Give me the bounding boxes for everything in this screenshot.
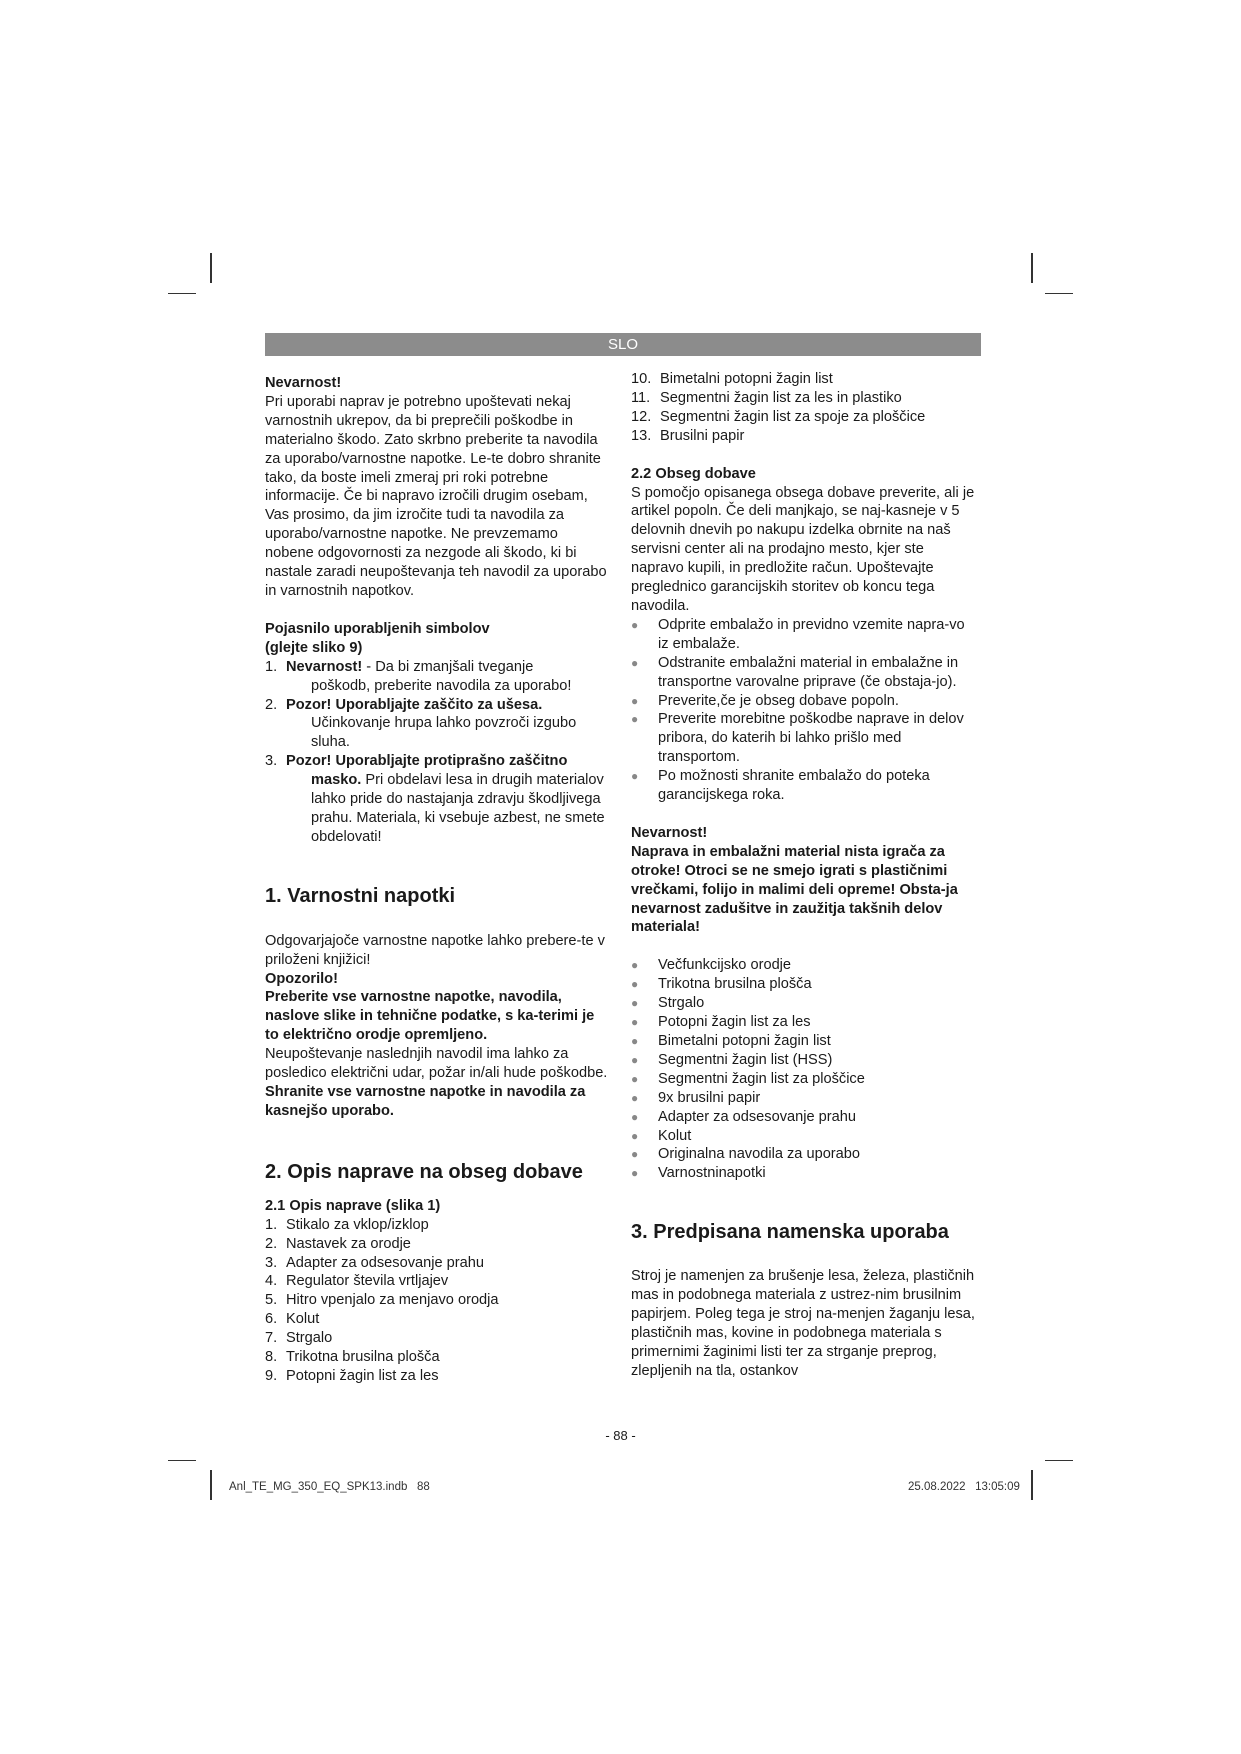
danger-bold-text: Naprava in embalažni material nista igrača za otroke! Otroci se ne smejo igrati s plastičnimi vrečkami, folijo in malimi deli opreme! Obsta-ja nevarnost zadušitve in zaužitja takšnih delov materiala! bbox=[631, 843, 958, 936]
crop-mark bbox=[1031, 1470, 1033, 1500]
warning-bold-text: Preberite vse varnostne napotke, navodila, naslove slike in tehnične podatke, s ka-terimi je to električno orodje opremljeno. bbox=[265, 989, 595, 1044]
bullet-icon: ● bbox=[631, 977, 639, 992]
list-item: 1. Stikalo za vklop/izklop bbox=[265, 1216, 429, 1233]
bullet-icon: ● bbox=[631, 617, 639, 632]
footer-datetime: 25.08.2022 13:05:09 bbox=[908, 1481, 1020, 1493]
warning-label: Opozorilo! bbox=[265, 970, 338, 987]
section-1-paragraph: Odgovarjajoče varnostne napotke lahko prebere-te v priloženi knjižici! bbox=[265, 932, 605, 968]
bullet-icon: ● bbox=[631, 958, 639, 973]
bullet-icon: ● bbox=[631, 655, 639, 670]
right-column bbox=[631, 370, 975, 1381]
bullet-icon: ● bbox=[631, 712, 639, 727]
list-item: ● Trikotna brusilna plošča bbox=[631, 976, 812, 993]
bullet-icon: ● bbox=[631, 1090, 639, 1105]
list-item: 3. Adapter za odsesovanje prahu bbox=[265, 1254, 484, 1271]
bullet-icon: ● bbox=[631, 996, 639, 1011]
bullet-icon: ● bbox=[631, 1052, 639, 1067]
list-item: 10. Bimetalni potopni žagin list bbox=[631, 371, 833, 387]
list-item: 11. Segmentni žagin list za les in plastiko bbox=[631, 389, 902, 406]
list-item: 4. Regulator števila vrtljajev bbox=[265, 1273, 449, 1290]
section-2-1-title: 2.1 Opis naprave (slika 1) bbox=[265, 1197, 441, 1214]
bullet-icon: ● bbox=[631, 1109, 639, 1124]
danger-paragraph: Pri uporabi naprav je potrebno upoštevati nekaj varnostnih ukrepov, da bi preprečili poškodbe in materialno škodo. Zato skrbno preberite ta navodila za uporabo/varnostne napotke. Le-te dobro shranite tako, da boste imeli zmeraj pri roki potrebne informacije. Če bi napravo izročili drugim osebam, Vas prosimo, da jim izročite tudi ta navodila za uporabo/varnostne napotke. Ne prevzemamo nobene odgovornosti za nezgode ali škodo, ki bi nastale zaradi neupoštevanja teh navodil za uporabo in varnostnih napotkov. bbox=[265, 393, 607, 599]
symbols-heading: Pojasnilo uporabljenih simbolov bbox=[265, 620, 490, 637]
bullet-icon: ● bbox=[631, 693, 639, 708]
bullet-icon: ● bbox=[631, 769, 639, 784]
danger-heading: Nevarnost! bbox=[265, 375, 342, 391]
list-item: 12. Segmentni žagin list za spoje za ploščice bbox=[631, 408, 926, 425]
danger-heading: Nevarnost! bbox=[631, 824, 708, 841]
list-item: 8. Trikotna brusilna plošča bbox=[265, 1349, 440, 1366]
bullet-icon: ● bbox=[631, 1071, 639, 1086]
left-column bbox=[265, 374, 608, 1386]
crop-mark bbox=[1045, 1460, 1073, 1461]
list-item: ● Po možnosti shranite embalažo do poteka garancijskega roka. bbox=[631, 768, 930, 804]
section-2-2-title: 2.2 Obseg dobave bbox=[631, 465, 756, 482]
list-item: ● Segmentni žagin list (HSS) bbox=[631, 1051, 833, 1068]
bullet-icon: ● bbox=[631, 1166, 639, 1181]
crop-mark bbox=[210, 1470, 212, 1500]
list-item: ● Adapter za odsesovanje prahu bbox=[631, 1108, 856, 1125]
unpacking-steps bbox=[631, 616, 975, 805]
list-item: ● Odprite embalažo in previdno vzemite napra-vo iz embalaže. bbox=[631, 616, 965, 652]
crop-mark bbox=[1031, 253, 1033, 283]
symbol-item: 3. Pozor! Uporabljajte protiprašno zaščitno masko. Pri obdelavi lesa in drugih materialov lahko pride do nastajanja zdravju škodljivega prahu. Materiala, ki vsebuje azbest, ne smete obdelovati! bbox=[265, 753, 605, 845]
symbol-item: 1. Nevarnost! - Da bi zmanjšali tveganje poškodb, preberite navodila za uporabo! bbox=[265, 658, 572, 694]
list-item: 6. Kolut bbox=[265, 1311, 320, 1328]
crop-mark bbox=[168, 293, 196, 294]
list-item: ● Segmentni žagin list za ploščice bbox=[631, 1070, 865, 1087]
language-header-bar: SLO bbox=[265, 333, 981, 356]
list-item: ● Preverite,če je obseg dobave popoln. bbox=[631, 692, 899, 709]
symbols-subheading: (glejte sliko 9) bbox=[265, 639, 363, 656]
list-item: ● 9x brusilni papir bbox=[631, 1089, 761, 1106]
list-item: 2. Nastavek za orodje bbox=[265, 1235, 411, 1252]
list-item: ● Varnostninapotki bbox=[631, 1165, 766, 1182]
list-item: ● Preverite morebitne poškodbe naprave in delov pribora, do katerih bi lahko prišlo med transportom. bbox=[631, 711, 964, 766]
bullet-icon: ● bbox=[631, 1015, 639, 1030]
list-item: ● Originalna navodila za uporabo bbox=[631, 1146, 861, 1163]
section-2-title: 2. Opis naprave na obseg dobave bbox=[265, 1160, 583, 1183]
list-item: 13. Brusilni papir bbox=[631, 427, 745, 444]
list-item: ● Strgalo bbox=[631, 995, 705, 1012]
list-item: ● Potopni žagin list za les bbox=[631, 1014, 811, 1031]
section-1-title: 1. Varnostni napotki bbox=[265, 884, 456, 907]
list-item: ● Kolut bbox=[631, 1127, 692, 1144]
bullet-icon: ● bbox=[631, 1128, 639, 1143]
warning-paragraph: Neupoštevanje naslednjih navodil ima lahko za posledico električni udar, požar in/ali hude poškodbe. bbox=[265, 1046, 608, 1082]
section-3-paragraph: Stroj je namenjen za brušenje lesa, železa, plastičnih mas in podobnega materiala z ustrez-nim brusilnim papirjem. Poleg tega je stroj na-menjen žaganju lesa, plastičnih mas, kovine in podobnega materiala s primernimi žaginimi listi ter za strganje preprog, zlepljenih na tla, ostankov bbox=[631, 1268, 975, 1379]
delivery-contents-list bbox=[631, 956, 975, 1183]
page-number: - 88 - bbox=[605, 1428, 636, 1443]
list-item: ● Odstranite embalažni material in embalažne in transportne varovalne priprave (če obstaja-jo). bbox=[631, 654, 959, 690]
footer-file-info: Anl_TE_MG_350_EQ_SPK13.indb 88 bbox=[229, 1481, 430, 1493]
list-item: ● Večfunkcijsko orodje bbox=[631, 957, 792, 974]
parts-list bbox=[265, 1216, 608, 1386]
list-item: 5. Hitro vpenjalo za menjavo orodja bbox=[265, 1292, 499, 1309]
keep-instructions-note: Shranite vse varnostne napotke in navodila za kasnejšo uporabo. bbox=[265, 1084, 586, 1119]
crop-mark bbox=[168, 1460, 196, 1461]
parts-list-continued bbox=[631, 370, 975, 446]
symbol-item: 2. Pozor! Uporabljajte zaščito za ušesa. Učinkovanje hrupa lahko povzroči izgubo sluha. bbox=[265, 696, 577, 751]
crop-mark bbox=[1045, 293, 1073, 294]
list-item: ● Bimetalni potopni žagin list bbox=[631, 1033, 831, 1049]
section-3-title: 3. Predpisana namenska uporaba bbox=[631, 1221, 949, 1244]
bullet-icon: ● bbox=[631, 1034, 639, 1048]
bullet-icon: ● bbox=[631, 1147, 639, 1162]
list-item: 7. Strgalo bbox=[265, 1330, 333, 1347]
list-item: 9. Potopni žagin list za les bbox=[265, 1367, 439, 1384]
crop-mark bbox=[210, 253, 212, 283]
section-2-2-paragraph: S pomočjo opisanega obsega dobave preverite, ali je artikel popoln. Če deli manjkajo, se naj-kasneje v 5 delovnih dnevih po nakupu izdelka obrnite na naš servisni center ali na prodajno mesto, kjer ste napravo kupili, in predložite račun. Upoštevajte preglednico garancijskih storitev ob koncu tega navodila. bbox=[631, 484, 975, 614]
